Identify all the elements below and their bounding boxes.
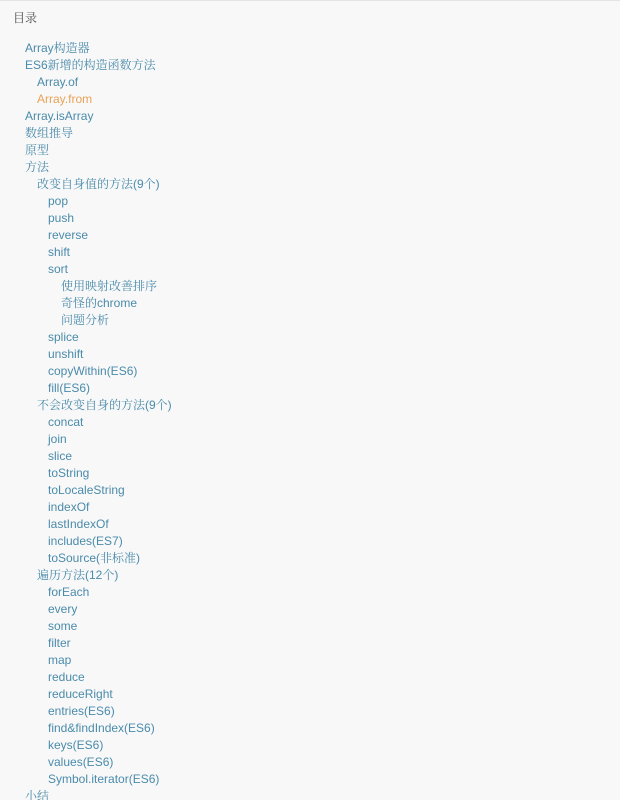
toc-item[interactable]: some [48,619,78,633]
toc-item[interactable]: join [48,432,67,446]
toc-item[interactable]: fill(ES6) [48,381,91,395]
toc-item[interactable]: Array.of [37,75,79,89]
toc-item[interactable]: Array.from [37,92,93,106]
toc-item[interactable]: Array构造器 [25,41,90,55]
toc-item[interactable]: 遍历方法(12个) [37,568,119,582]
toc-item[interactable]: find&findIndex(ES6) [48,721,155,735]
toc-item[interactable]: ES6新增的构造函数方法 [25,58,156,72]
toc-item[interactable]: 方法 [25,160,50,174]
toc-item[interactable]: 原型 [25,143,50,157]
toc-item[interactable]: toLocaleString [48,483,125,497]
toc-item[interactable]: entries(ES6) [48,704,115,718]
toc-item[interactable]: reverse [48,228,89,242]
toc-item[interactable]: forEach [48,585,90,599]
toc-item[interactable]: includes(ES7) [48,534,123,548]
toc-item[interactable]: pop [48,194,69,208]
toc-item[interactable]: unshift [48,347,84,361]
toc-item[interactable]: push [48,211,75,225]
toc-item[interactable]: Symbol.iterator(ES6) [48,772,160,786]
toc-item[interactable]: indexOf [48,500,90,514]
toc-item[interactable]: 数组推导 [25,126,74,140]
toc-item[interactable]: 使用映射改善排序 [61,279,158,293]
toc-item[interactable]: map [48,653,72,667]
toc-item[interactable]: reduceRight [48,687,113,701]
toc-item[interactable]: 小结 [25,789,50,800]
toc-item[interactable]: toString [48,466,90,480]
toc-item[interactable]: every [48,602,78,616]
toc-item[interactable]: 不会改变自身的方法(9个) [37,398,172,412]
toc-item[interactable]: shift [48,245,71,259]
toc-item[interactable]: copyWithin(ES6) [48,364,138,378]
toc-item[interactable]: Array.isArray [25,109,94,123]
toc-item[interactable]: 改变自身值的方法(9个) [37,177,160,191]
toc-item[interactable]: keys(ES6) [48,738,104,752]
toc-item[interactable]: values(ES6) [48,755,114,769]
toc-item[interactable]: lastIndexOf [48,517,109,531]
toc-item[interactable]: concat [48,415,84,429]
toc-item[interactable]: 问题分析 [61,313,110,327]
toc-item[interactable]: splice [48,330,79,344]
toc-item[interactable]: 奇怪的chrome [61,296,138,310]
toc-item[interactable]: reduce [48,670,85,684]
toc-item[interactable]: toSource(非标准) [48,551,141,565]
toc-item[interactable]: sort [48,262,69,276]
toc-title: 目录 [13,11,38,25]
toc-list [0,40,620,800]
toc-item[interactable]: slice [48,449,73,463]
toc-item[interactable]: filter [48,636,71,650]
table-of-contents [0,1,620,800]
